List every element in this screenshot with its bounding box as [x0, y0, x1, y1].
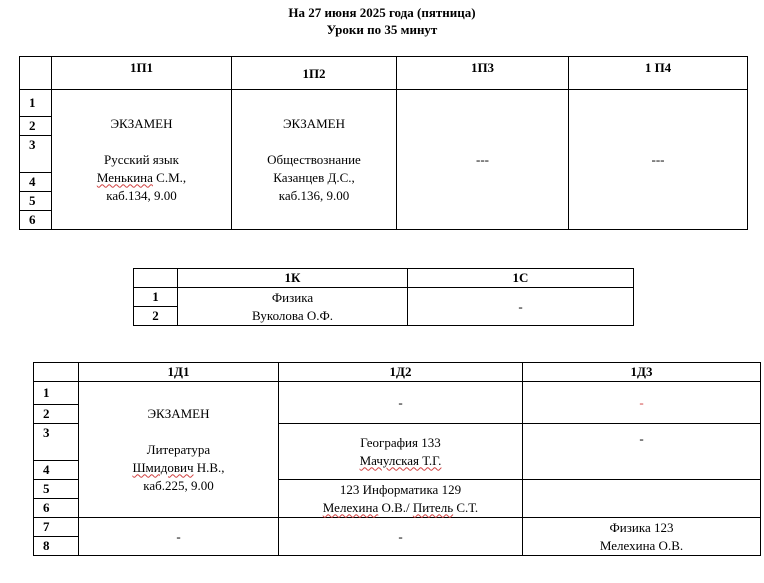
- schedule-table-k-c: [133, 268, 634, 326]
- exam-cell-1p2: [232, 90, 397, 230]
- cell-1d2-geography: [279, 424, 523, 480]
- lesson-subject: 123 Информатика 129: [339, 481, 462, 497]
- exam-subject: Русский язык: [104, 151, 179, 167]
- lesson-number: 8: [34, 537, 79, 556]
- exam-teacher: [79, 459, 278, 477]
- exam-room: каб.134, 9.00: [106, 187, 177, 203]
- cell-1d1-lessons-7-8: -: [79, 518, 279, 556]
- teacher-surname: Мелехина: [322, 499, 379, 515]
- exam-label: ЭКЗАМЕН: [147, 405, 210, 421]
- exam-room: каб.136, 9.00: [278, 187, 350, 203]
- lesson-subject: География 133: [360, 434, 441, 450]
- cell-1d2-lessons-7-8: -: [279, 518, 523, 556]
- teacher-surname: Шмидович: [132, 459, 194, 475]
- lesson-teacher: Вуколова О.Ф.: [251, 307, 334, 323]
- page-subtitle: Уроки по 35 минут: [326, 22, 438, 37]
- cell-1k: [178, 288, 408, 326]
- cell-1c: -: [408, 288, 634, 326]
- lesson-number: 2: [20, 117, 52, 136]
- exam-room: каб.225, 9.00: [143, 477, 214, 493]
- cell-1d3-empty: [523, 480, 761, 518]
- lesson-number: 3: [20, 136, 52, 173]
- exam-label: ЭКЗАМЕН: [282, 115, 346, 131]
- exam-subject: Обществознание: [267, 151, 361, 167]
- cell-1p3: ---: [397, 90, 569, 230]
- lesson-number: 4: [34, 461, 79, 480]
- lesson-subject: Физика: [271, 289, 314, 305]
- cell-1d2-lessons-1-2: -: [279, 382, 523, 424]
- lesson-number: 1: [134, 288, 178, 307]
- lesson-number: 1: [20, 90, 52, 117]
- column-header: 1Д2: [279, 363, 523, 382]
- lesson-number: 6: [20, 211, 52, 230]
- exam-label: ЭКЗАМЕН: [110, 115, 173, 131]
- teacher-initials: Н.В.,: [193, 459, 225, 475]
- exam-subject: Литература: [146, 441, 211, 457]
- lesson-number: 5: [34, 480, 79, 499]
- column-header: 1П3: [397, 57, 569, 90]
- table-header-row: [20, 57, 748, 90]
- column-header: 1Д1: [79, 363, 279, 382]
- cell-1d3-lessons-1-2: -: [523, 382, 761, 424]
- column-header: 1Д3: [523, 363, 761, 382]
- schedule-table-1p: [19, 56, 748, 230]
- lesson-number: 2: [134, 307, 178, 326]
- teacher-surname: Питель: [412, 499, 454, 515]
- lesson-number: 7: [34, 518, 79, 537]
- lesson-teacher: Мачулская Т.Г.: [359, 452, 442, 468]
- lesson-number: 5: [20, 192, 52, 211]
- corner-cell: [20, 57, 52, 90]
- teacher-initials: О.В./: [378, 499, 413, 515]
- teacher-surname: Менькина: [96, 169, 153, 185]
- lesson-number: 4: [20, 173, 52, 192]
- teacher-initials: С.М.,: [152, 169, 187, 185]
- cell-1d2-informatics: [279, 480, 523, 518]
- column-header: 1К: [178, 269, 408, 288]
- lesson-teacher: [279, 499, 522, 517]
- cell-1p4: ---: [569, 90, 748, 230]
- exam-teacher: [52, 169, 231, 187]
- column-header: 1П1: [52, 57, 232, 90]
- schedule-table-1d: [33, 362, 761, 556]
- cell-1d3-physics: [523, 518, 761, 556]
- lesson-number: 3: [34, 424, 79, 461]
- teacher-initials: С.Т.: [453, 499, 479, 515]
- lesson-number: 1: [34, 382, 79, 405]
- lesson-subject: Физика 123: [609, 519, 674, 535]
- column-header: 1П2: [232, 57, 397, 90]
- cell-1d3-lessons-3-4: -: [523, 424, 761, 480]
- lesson-teacher: Мелехина О.В.: [599, 537, 684, 553]
- lesson-number: 2: [34, 405, 79, 424]
- exam-cell-1d1: [79, 382, 279, 518]
- page-title: На 27 июня 2025 года (пятница): [288, 5, 476, 20]
- column-header: 1С: [408, 269, 634, 288]
- exam-teacher: Казанцев Д.С.,: [273, 169, 355, 185]
- corner-cell: [34, 363, 79, 382]
- lesson-number: 6: [34, 499, 79, 518]
- exam-cell-1p1: [52, 90, 232, 230]
- corner-cell: [134, 269, 178, 288]
- column-header: 1 П4: [569, 57, 748, 90]
